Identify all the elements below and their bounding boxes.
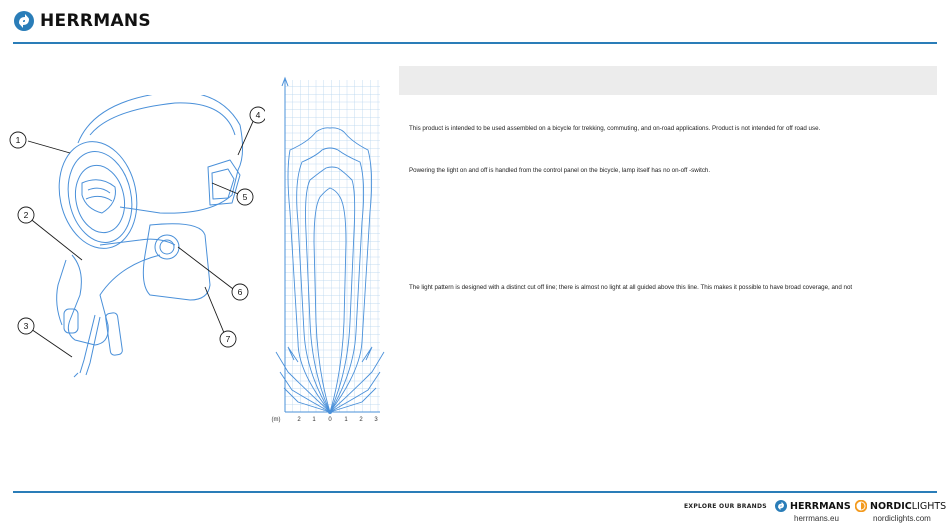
x-tick: 0: [328, 417, 332, 423]
herrmans-url[interactable]: herrmans.eu: [794, 514, 839, 523]
callout-label-4: 4: [255, 110, 261, 120]
paragraph-intended-use: This product is intended to be used assembled on a bicycle for trekking, commuting, and on-road applications. Product is not intended for off road use.: [409, 125, 821, 132]
x-tick: 3: [374, 417, 378, 423]
nordiclights-name: [870, 501, 946, 512]
beam-contours: [276, 128, 384, 412]
herrmans-footer-name: HERRMANS: [790, 500, 851, 512]
footer-divider: [13, 491, 937, 493]
callout-label-3: 3: [23, 321, 29, 331]
x-tick: 2: [359, 417, 363, 423]
explore-brands-label: EXPLORE OUR BRANDS: [684, 503, 767, 510]
beam-pattern-chart: [268, 72, 388, 432]
brand-name: HERRMANS: [40, 11, 151, 31]
x-tick: 1: [344, 417, 348, 423]
header-divider: [13, 42, 937, 44]
header: [0, 0, 950, 44]
callout-label-1: 1: [15, 135, 21, 145]
callout-label-7: 7: [225, 334, 231, 344]
paragraph-power: Powering the light on and off is handled from the control panel on the bicycle, lamp itself has no on-off -switch.: [409, 167, 711, 174]
x-tick: 2: [297, 417, 301, 423]
callout-label-2: 2: [23, 210, 29, 220]
callout-label-5: 5: [242, 192, 248, 202]
lamp-illustration: [0, 95, 265, 395]
nordiclights-url[interactable]: nordiclights.com: [873, 514, 931, 523]
nordiclights-icon: [855, 500, 867, 512]
callout-label-6: 6: [237, 287, 243, 297]
herrmans-brand-link[interactable]: [775, 500, 851, 512]
paragraph-light-pattern: The light pattern is designed with a distinct cut off line; there is almost no light at all guided above this line. This makes it possible to have broad coverage, and not: [409, 284, 853, 291]
origin-point: [328, 410, 332, 414]
section-header-bar: [399, 66, 937, 95]
herrmans-small-icon: [775, 500, 787, 512]
herrmans-logo-icon: [14, 11, 34, 31]
nordiclights-brand-link[interactable]: [855, 500, 946, 512]
x-tick: 1: [312, 417, 316, 423]
unit-label: (m): [271, 417, 281, 423]
nordiclights-name-light: LIGHTS: [911, 500, 947, 512]
herrmans-logo[interactable]: [14, 11, 151, 31]
nordiclights-name-bold: NORDIC: [870, 500, 912, 512]
